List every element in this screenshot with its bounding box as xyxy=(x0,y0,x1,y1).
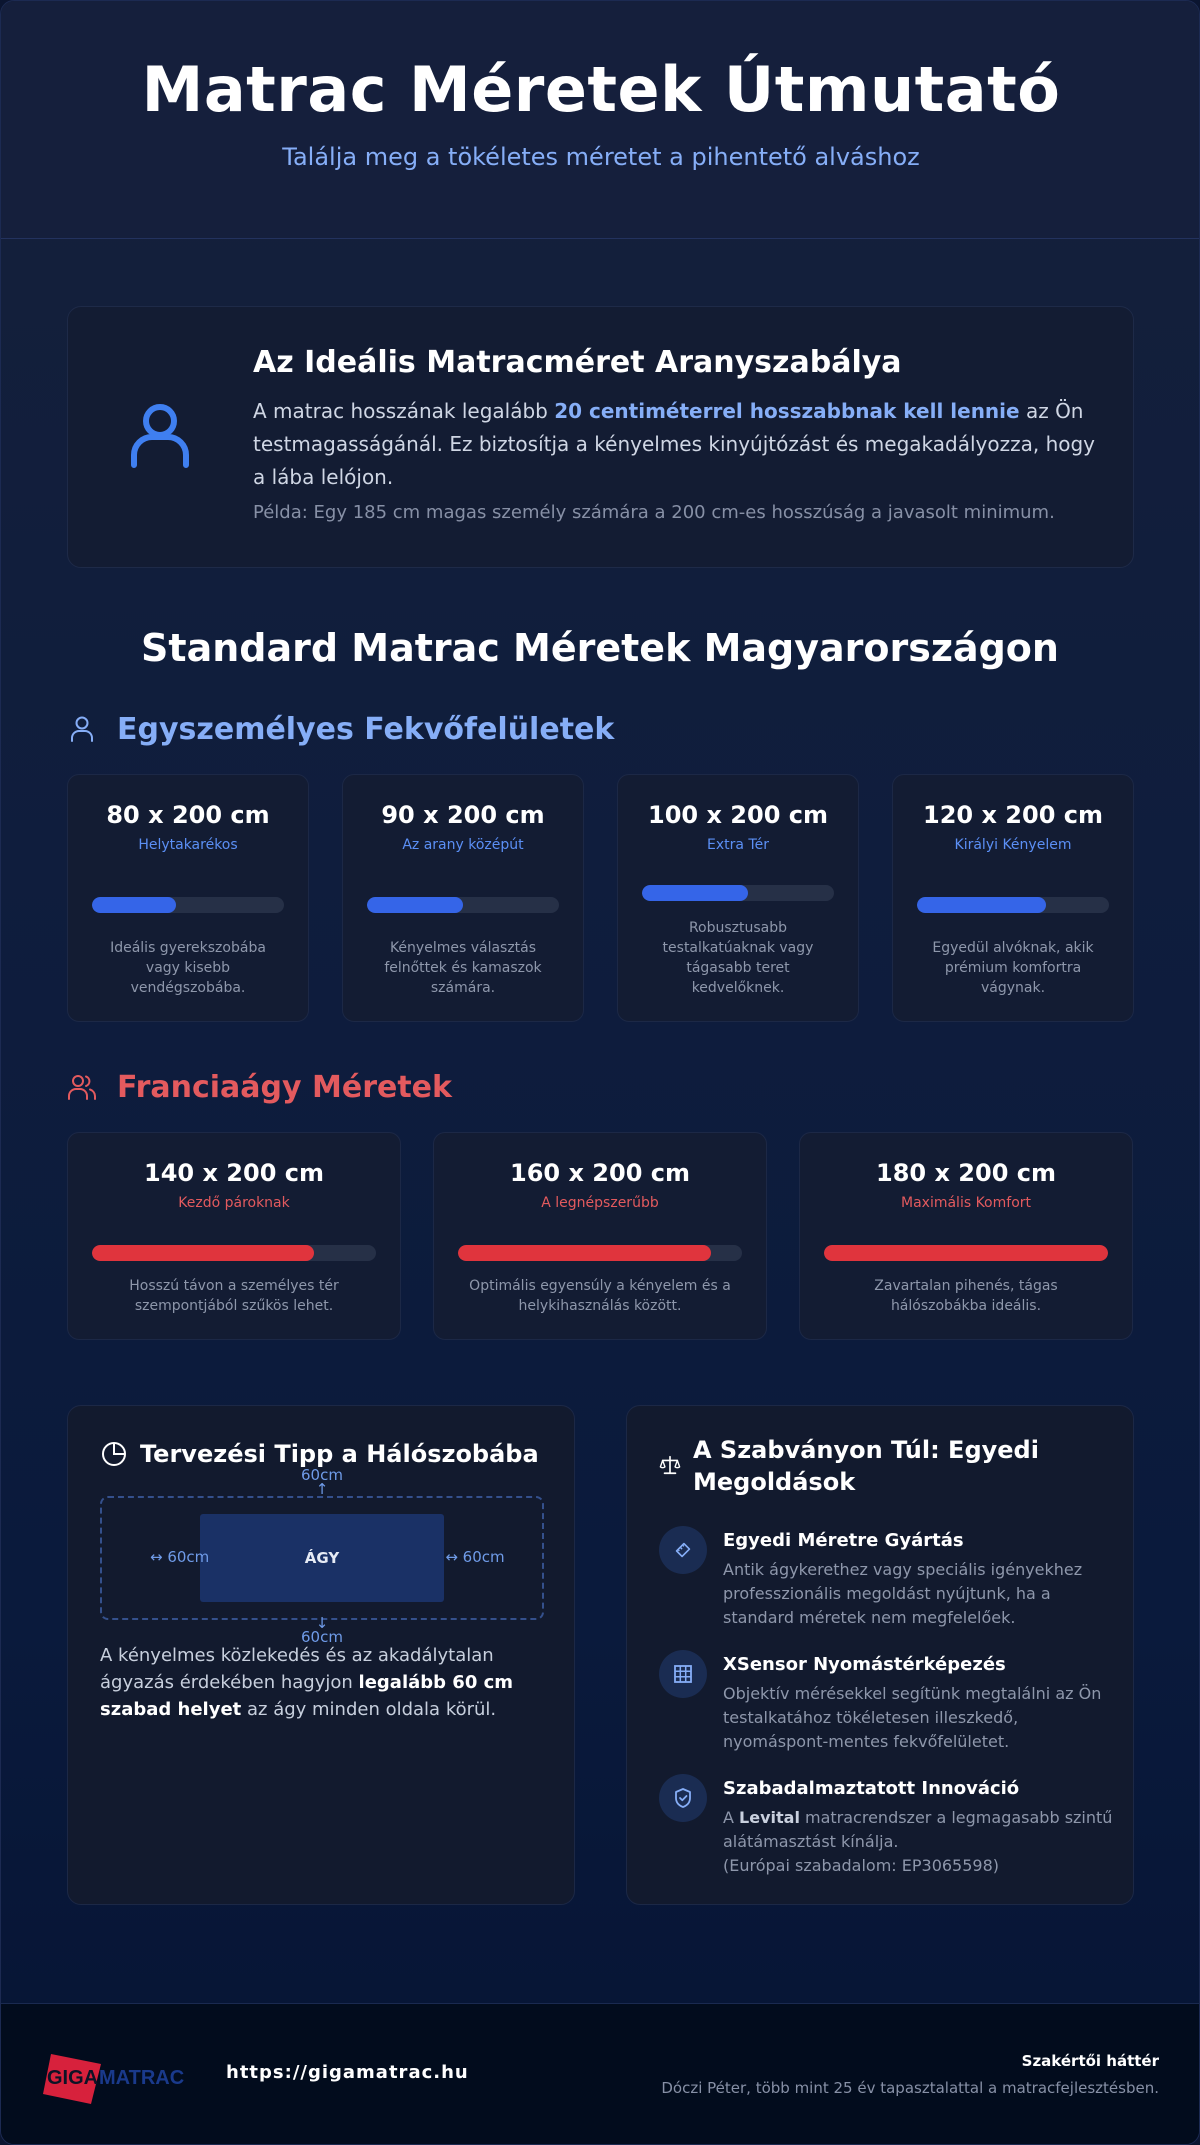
grid-icon xyxy=(659,1650,707,1698)
expert-title: Szakértői háttér xyxy=(1021,2052,1159,2070)
comfort-bar xyxy=(92,1245,376,1261)
comfort-bar-fill xyxy=(458,1245,711,1261)
planning-tip-card xyxy=(67,1405,575,1905)
arrow-up-icon: ↑ xyxy=(315,1480,329,1498)
size-tag: Királyi Kényelem xyxy=(954,837,1072,853)
size-card xyxy=(67,774,309,1022)
footer xyxy=(1,2003,1200,2145)
planning-tip-highlight: legalább 60 cm szabad helyet xyxy=(100,1672,514,1720)
single-sizes-title: Egyszemélyes Fekvőfelületek xyxy=(117,711,615,747)
size-tag: Az arany középút xyxy=(402,837,524,853)
size-card xyxy=(799,1132,1133,1340)
shield-check-icon xyxy=(659,1774,707,1822)
comfort-bar-fill xyxy=(92,897,176,913)
ruler-icon xyxy=(659,1526,707,1574)
pie-chart-icon xyxy=(100,1440,128,1468)
golden-rule-text: A matrac hosszának legalább 20 centiméterrel hosszabbnak kell lennie az Ön testmagasságánál. Ez biztosítja a kényelmes kinyújtózást és megakadályozza, hogy a lába lelójon. xyxy=(253,399,1096,489)
size-tag: Maximális Komfort xyxy=(901,1195,1031,1211)
size-card xyxy=(342,774,584,1022)
page-title: Matrac Méretek Útmutató xyxy=(141,53,1061,126)
size-desc: Egyedül alvóknak, akik prémium komfortra vágynak. xyxy=(932,940,1094,996)
double-sizes-title: Franciaágy Méretek xyxy=(117,1069,452,1105)
golden-rule-example: Példa: Egy 185 cm magas személy számára a 200 cm-es hosszúság a javasolt minimum. xyxy=(253,502,1055,523)
size-label: 100 x 200 cm xyxy=(648,801,828,829)
clearance-top-label: 60cm xyxy=(301,1466,343,1484)
clearance-left-label: ↔ 60cm xyxy=(150,1548,210,1566)
size-label: 80 x 200 cm xyxy=(106,801,270,829)
size-label: 160 x 200 cm xyxy=(510,1159,690,1187)
website-link[interactable]: https://gigamatrac.hu xyxy=(226,2062,469,2083)
bed-label: ÁGY xyxy=(304,1549,340,1567)
size-card xyxy=(67,1132,401,1340)
comfort-bar-fill xyxy=(917,897,1046,913)
clearance-bottom-label: 60cm xyxy=(301,1628,343,1646)
comfort-bar-fill xyxy=(92,1245,314,1261)
planning-tip-title: Tervezési Tipp a Hálószobába xyxy=(140,1440,539,1468)
feature-title: XSensor Nyomástérképezés xyxy=(723,1654,1006,1675)
size-label: 180 x 200 cm xyxy=(876,1159,1056,1187)
scale-icon xyxy=(659,1454,681,1476)
feature-desc: Objektív mérésekkel segítünk megtalálni az Ön testalkatához tökéletesen illeszkedő, nyomáspont-mentes fekvőfelületet. xyxy=(723,1684,1102,1751)
size-label: 140 x 200 cm xyxy=(144,1159,324,1187)
arrow-down-icon: ↓ xyxy=(315,1614,329,1632)
size-desc: Hosszú távon a személyes tér szempontjából szűkös lehet. xyxy=(129,1278,339,1314)
comfort-bar-fill xyxy=(824,1245,1108,1261)
size-desc: Zavartalan pihenés, tágas hálószobákba ideális. xyxy=(874,1278,1058,1314)
size-card xyxy=(433,1132,767,1340)
bed-shape xyxy=(200,1514,444,1602)
patent-note: (Európai szabadalom: EP3065598) xyxy=(723,1856,1000,1875)
custom-solutions-card xyxy=(626,1405,1134,1905)
svg-text:GIGA: GIGA xyxy=(47,2067,99,2089)
size-card xyxy=(892,774,1134,1022)
users-icon xyxy=(67,1072,97,1102)
page-subtitle: Találja meg a tökéletes méretet a pihentető alváshoz xyxy=(282,143,920,171)
size-label: 90 x 200 cm xyxy=(381,801,545,829)
planning-tip-text: A kényelmes közlekedés és az akadálytalan ágyazás érdekében hagyjon legalább 60 cm szabad helyet az ágy minden oldala körül. xyxy=(100,1645,514,1720)
size-tag: A legnépszerűbb xyxy=(541,1195,659,1211)
golden-rule-highlight: 20 centiméterrel hosszabbnak kell lennie xyxy=(554,399,1020,423)
section-title: Standard Matrac Méretek Magyarországon xyxy=(141,626,1059,670)
size-desc: Optimális egyensúly a kényelem és a helykihasználás között. xyxy=(469,1278,731,1314)
comfort-bar xyxy=(92,897,284,913)
comfort-bar xyxy=(917,897,1109,913)
size-card xyxy=(617,774,859,1022)
size-desc: Ideális gyerekszobába vagy kisebb vendégszobába. xyxy=(110,940,266,996)
single-sizes-heading xyxy=(67,709,614,749)
clearance-right-label: ↔ 60cm xyxy=(445,1548,505,1566)
user-icon xyxy=(120,395,200,475)
custom-solutions-title: A Szabványon Túl: Egyedi Megoldások xyxy=(693,1436,1039,1496)
double-sizes-heading xyxy=(67,1067,452,1107)
header xyxy=(1,1,1200,239)
size-tag: Kezdő pároknak xyxy=(178,1195,290,1211)
size-label: 120 x 200 cm xyxy=(923,801,1103,829)
feature-desc: A Levital matracrendszer a legmagasabb szintű alátámasztást kínálja. (Európai szabadalom: EP3065598) xyxy=(723,1808,1113,1875)
size-tag: Extra Tér xyxy=(707,837,769,853)
feature-desc: Antik ágykerethez vagy speciális igényekhez professzionális megoldást nyújtunk, ha a standard méretek nem megfelelőek. xyxy=(723,1560,1083,1627)
golden-rule-card xyxy=(67,306,1134,568)
comfort-bar-fill xyxy=(642,885,748,901)
size-desc: Kényelmes választás felnőttek és kamaszok számára. xyxy=(384,940,542,996)
feature-title: Egyedi Méretre Gyártás xyxy=(723,1530,964,1551)
size-tag: Helytakarékos xyxy=(138,837,238,853)
size-desc: Robusztusabb testalkatúaknak vagy tágasabb teret kedvelőknek. xyxy=(662,920,814,996)
bed-clearance-diagram xyxy=(100,1496,544,1620)
comfort-bar xyxy=(367,897,559,913)
comfort-bar-fill xyxy=(367,897,463,913)
gigamatrac-logo xyxy=(43,2048,193,2104)
feature-title: Szabadalmaztatott Innováció xyxy=(723,1778,1020,1799)
expert-desc: Dóczi Péter, több mint 25 év tapasztalattal a matracfejlesztésben. xyxy=(661,2079,1159,2097)
comfort-bar xyxy=(642,885,834,901)
golden-rule-title: Az Ideális Matracméret Aranyszabálya xyxy=(253,345,902,380)
user-icon xyxy=(67,714,97,744)
comfort-bar xyxy=(824,1245,1108,1261)
svg-text:MATRAC: MATRAC xyxy=(99,2067,185,2089)
levital-highlight: Levital xyxy=(739,1808,800,1827)
comfort-bar xyxy=(458,1245,742,1261)
